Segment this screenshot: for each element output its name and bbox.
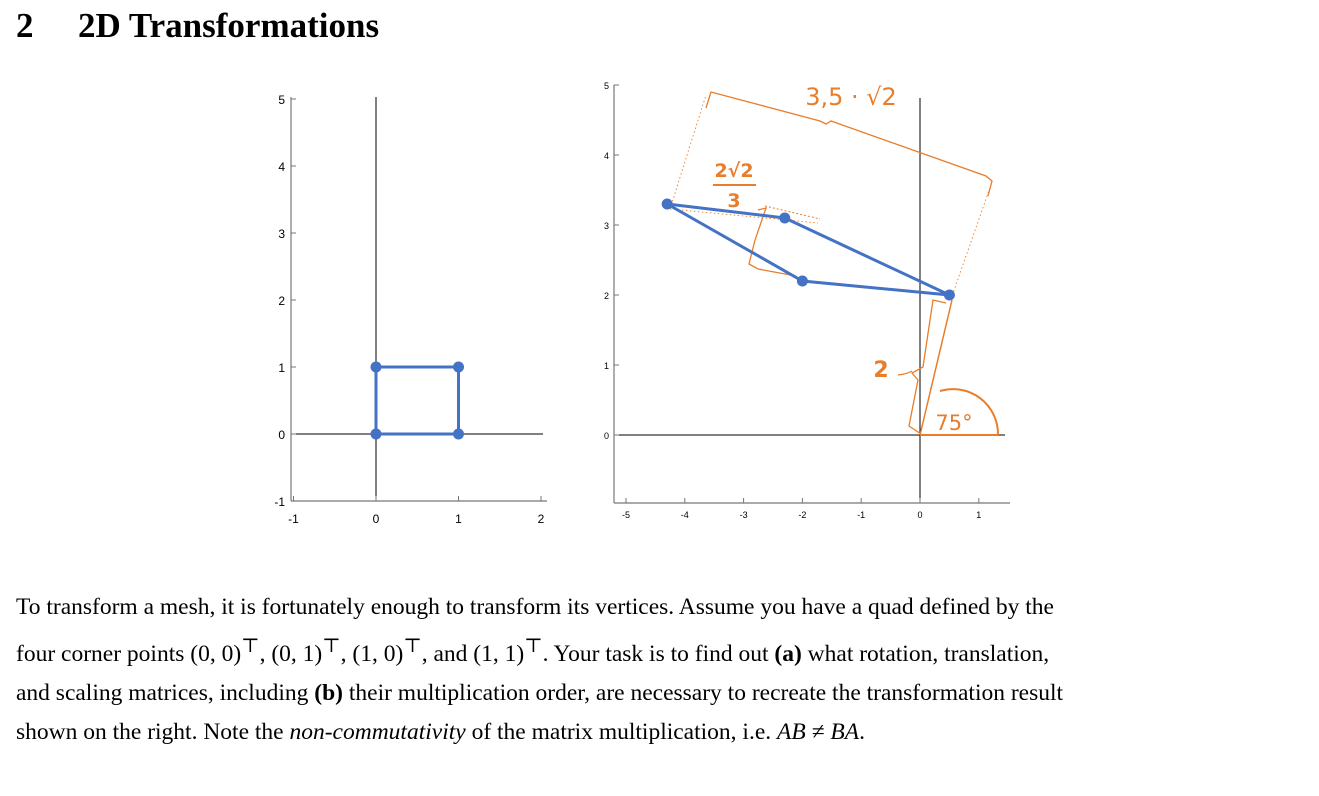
paragraph-line	[16, 674, 1306, 713]
y-tick-label: 4	[278, 160, 285, 174]
long-side-label: 3,5 · √2	[805, 83, 897, 111]
x-tick-label: 2	[537, 512, 545, 526]
right-plot	[604, 81, 1010, 520]
right-y-ticks	[604, 81, 619, 441]
short-side-denominator: 3	[727, 190, 741, 212]
section-number: 2	[16, 6, 34, 45]
quad-vertex	[453, 429, 464, 440]
transpose-mark: ⊤	[524, 636, 543, 657]
text-fragment: , (1, 0)	[340, 640, 404, 667]
left-quad	[376, 367, 459, 434]
y-tick-label: 2	[278, 294, 285, 308]
paragraph-line	[16, 588, 1306, 627]
problem-description	[16, 588, 1306, 752]
x-tick-label: 1	[455, 512, 462, 526]
label-b: (b)	[314, 679, 343, 706]
text-fragment: what rotation, translation,	[807, 640, 1050, 667]
transpose-mark: ⊤	[403, 636, 422, 657]
x-tick-label: -3	[739, 510, 748, 520]
transpose-mark: ⊤	[322, 636, 341, 657]
y-tick-label: 5	[603, 81, 609, 91]
x-tick-label: 0	[917, 510, 923, 520]
quad-vertex	[453, 362, 464, 373]
angle-label: 75°	[935, 411, 973, 435]
text-fragment: shown on the right. Note the	[16, 718, 284, 745]
text-fragment: four corner points (0, 0)	[16, 640, 242, 667]
right-x-ticks	[622, 498, 981, 520]
right-quad	[667, 204, 949, 295]
text-fragment: their multiplication order, are necessary to recreate the transformation result	[348, 679, 1064, 706]
y-tick-label: 1	[278, 361, 285, 375]
y-tick-label: -1	[274, 495, 285, 509]
text-fragment: , and (1, 1)	[421, 640, 525, 667]
offset-label: 2	[873, 358, 889, 383]
formula: AB ≠ BA	[777, 718, 860, 745]
guide-line	[951, 182, 992, 299]
quad-vertex	[662, 199, 673, 210]
x-tick-label: -5	[621, 510, 631, 520]
left-quad-points	[371, 362, 465, 440]
text-fragment: , (0, 1)	[259, 640, 323, 667]
left-y-ticks	[274, 93, 296, 509]
quad-vertex	[797, 276, 808, 287]
emphasis: non-commutativity	[289, 718, 466, 745]
text-fragment: of the matrix multiplication, i.e.	[471, 718, 772, 745]
quad-vertex	[371, 362, 382, 373]
y-tick-label: 3	[278, 227, 285, 241]
paragraph-line	[16, 713, 1306, 752]
text-fragment: and scaling matrices, including	[16, 679, 309, 706]
x-tick-label: -4	[680, 510, 689, 520]
y-tick-label: 2	[603, 291, 609, 301]
short-side-numerator: 2√2	[714, 160, 754, 182]
x-tick-label: 0	[372, 512, 380, 526]
x-tick-label: -1	[857, 510, 866, 520]
y-tick-label: 4	[603, 151, 609, 161]
label-a: (a)	[774, 640, 802, 667]
text-fragment: .	[859, 718, 865, 745]
x-tick-label: -2	[798, 510, 807, 520]
quad-vertex	[779, 213, 790, 224]
y-tick-label: 5	[278, 93, 285, 107]
y-tick-label: 1	[603, 361, 609, 371]
text-fragment: . Your task is to find out	[542, 640, 769, 667]
y-tick-label: 3	[603, 221, 609, 231]
y-tick-label: 0	[278, 428, 285, 442]
paragraph-line	[16, 627, 1306, 674]
right-quad-points	[662, 199, 955, 301]
quad-vertex	[371, 429, 382, 440]
offset-bracket-tail	[898, 371, 912, 375]
transpose-mark: ⊤	[241, 636, 260, 657]
x-tick-label: -1	[288, 512, 299, 526]
quad-vertex	[944, 290, 955, 301]
left-plot	[274, 93, 547, 526]
text-line-1: To transform a mesh, it is fortunately enough to transform its vertices. Assume you have a quad defined by the	[16, 594, 1054, 620]
y-tick-label: 0	[603, 431, 609, 441]
guide-line	[670, 209, 818, 223]
section-title: 2D Transformations	[78, 6, 380, 45]
x-tick-label: 1	[976, 510, 982, 520]
guide-line	[670, 95, 706, 209]
